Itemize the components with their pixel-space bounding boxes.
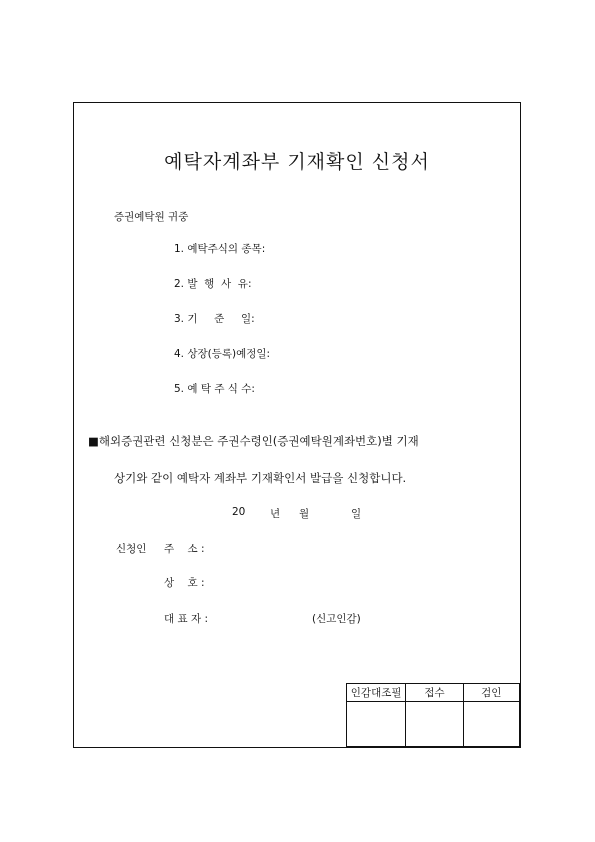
- date-day: 일: [351, 508, 362, 520]
- address-label: 주 소 :: [164, 543, 205, 555]
- stamp-cell-seal-check: [347, 702, 406, 747]
- stamp-table: [346, 683, 520, 747]
- item-stock-name: 1. 예탁주식의 종목:: [174, 243, 266, 255]
- item-share-count: 5. 예 탁 주 식 수:: [174, 383, 255, 395]
- stamp-header-inspection: 검인: [463, 684, 519, 702]
- date-year: 년: [270, 508, 281, 520]
- date-year-prefix: 20: [232, 506, 246, 518]
- stamp-cell-inspection: [463, 702, 519, 747]
- representative-label: 대 표 자 :: [164, 613, 208, 625]
- stamp-header-receipt: 접수: [406, 684, 463, 702]
- stamp-cell-receipt: [406, 702, 463, 747]
- company-label: 상 호 :: [164, 577, 205, 589]
- item-base-date: 3. 기 준 일:: [174, 313, 255, 325]
- date-month: 월: [299, 508, 310, 520]
- form-title: 예탁자계좌부 기재확인 신청서: [164, 151, 430, 173]
- item-issue-reason: 2. 발 행 사 유:: [174, 278, 252, 290]
- registered-seal-label: (신고인감): [312, 613, 361, 625]
- stamp-header-seal-check: 인감대조필: [347, 684, 406, 702]
- applicant-label: 신청인: [116, 543, 147, 555]
- form-border: [73, 102, 521, 748]
- declaration-text: 상기와 같이 예탁자 계좌부 기재확인서 발급을 신청합니다.: [114, 471, 407, 485]
- overseas-notice: ■해외증권관련 신청분은 주권수령인(증권예탁원계좌번호)별 기재: [88, 434, 419, 448]
- item-listing-date: 4. 상장(등록)예정일:: [174, 348, 271, 360]
- recipient-line: 증권예탁원 귀중: [114, 211, 189, 223]
